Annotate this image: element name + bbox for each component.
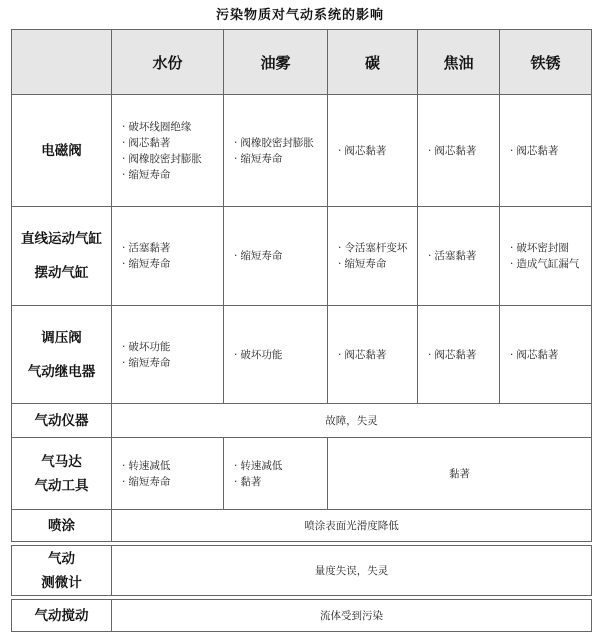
effect-item: · 活塞黏著 [122,240,223,256]
table-row [12,95,592,207]
effect-item: · 破坏功能 [234,347,327,363]
cell-spray-all: 喷涂表面光滑度降低 [112,510,592,542]
cell-cylinder-oil [224,207,328,306]
effect-item: · 阀芯黏著 [122,135,223,151]
effect-item: · 令活塞杆变坏 [338,240,417,256]
cell-solenoid-rust [500,95,592,207]
effect-item: · 转速减低 [234,458,327,474]
row-header-solenoid: 电磁阀 [12,95,112,207]
row-header-micrometer [12,546,112,596]
cell-micrometer-all: 量度失误，失灵 [112,546,592,596]
col-header-water: 水份 [112,30,224,95]
cell-solenoid-oil [224,95,328,207]
table-row [12,207,592,306]
effect-item: · 阀芯黏著 [510,143,591,159]
effect-item: · 缩短寿命 [234,248,327,264]
col-header-oil-mist: 油雾 [224,30,328,95]
effect-item: · 黏著 [234,474,327,490]
cell-regulator-carbon [328,306,418,404]
effect-item: · 破坏线圈绝缘 [122,119,223,135]
effect-item: · 阀芯黏著 [428,143,499,159]
cell-motor-water [112,438,224,510]
row-header-instrument: 气动仪器 [12,404,112,438]
table-row [12,404,592,438]
table-row [12,546,592,596]
col-header-tar: 焦油 [418,30,500,95]
effect-item: · 阀橡胶密封膨胀 [122,151,223,167]
effect-item: · 破坏密封圈 [510,240,591,256]
cell-regulator-oil [224,306,328,404]
cell-regulator-water [112,306,224,404]
col-header-carbon: 碳 [328,30,418,95]
effect-item: · 缩短寿命 [234,151,327,167]
row-header-line1: 直线运动气缸 [21,231,102,247]
header-row [12,30,592,95]
effect-item: · 阀橡胶密封膨胀 [234,135,327,151]
effect-item: · 阀芯黏著 [510,347,591,363]
row-header-line1: 气动 [48,550,75,567]
row-header-cylinder [12,207,112,306]
corner-cell [12,30,112,95]
row-header-line2: 气动继电器 [27,363,96,380]
effect-item: · 阀芯黏著 [338,347,417,363]
cell-cylinder-water [112,207,224,306]
cell-regulator-rust [500,306,592,404]
effect-item: · 缩短寿命 [122,474,223,490]
effect-item: · 活塞黏著 [428,248,499,264]
col-header-rust: 铁锈 [500,30,592,95]
cell-regulator-tar [418,306,500,404]
page-title: 污染物质对气动系统的影响 [215,8,384,23]
cell-cylinder-tar [418,207,500,306]
effect-item: · 转速减低 [122,458,223,474]
effect-item: · 阀芯黏著 [338,143,417,159]
contamination-table [11,29,592,632]
effect-item: · 缩短寿命 [122,167,223,183]
cell-stirring-all: 流体受到污染 [112,600,592,632]
cell-cylinder-rust [500,207,592,306]
table-row [12,306,592,404]
row-header-line2: 气动工具 [34,477,89,494]
cell-cylinder-carbon [328,207,418,306]
cell-solenoid-water [112,95,224,207]
effect-item: · 缩短寿命 [122,256,223,272]
table-row [12,510,592,542]
effect-item: · 缩短寿命 [338,256,417,272]
row-header-line2: 摆动气缸 [34,265,89,281]
cell-instrument-all: 故障，失灵 [112,404,592,438]
effect-item: · 阀芯黏著 [428,347,499,363]
table-row [12,438,592,510]
row-header-line2: 测微计 [41,574,82,591]
row-header-spray: 喷涂 [12,510,112,542]
effect-item: · 造成气缸漏气 [510,256,591,272]
row-header-line1: 气马达 [41,453,82,470]
table-row [12,600,592,632]
cell-motor-oil [224,438,328,510]
row-header-line1: 调压阀 [41,329,82,346]
effect-item: · 破坏功能 [122,339,223,355]
row-header-motor [12,438,112,510]
row-header-stirring: 气动搅动 [12,600,112,632]
cell-motor-rest: 黏著 [328,438,592,510]
cell-solenoid-tar [418,95,500,207]
cell-solenoid-carbon [328,95,418,207]
row-header-regulator [12,306,112,404]
effect-item: · 缩短寿命 [122,355,223,371]
